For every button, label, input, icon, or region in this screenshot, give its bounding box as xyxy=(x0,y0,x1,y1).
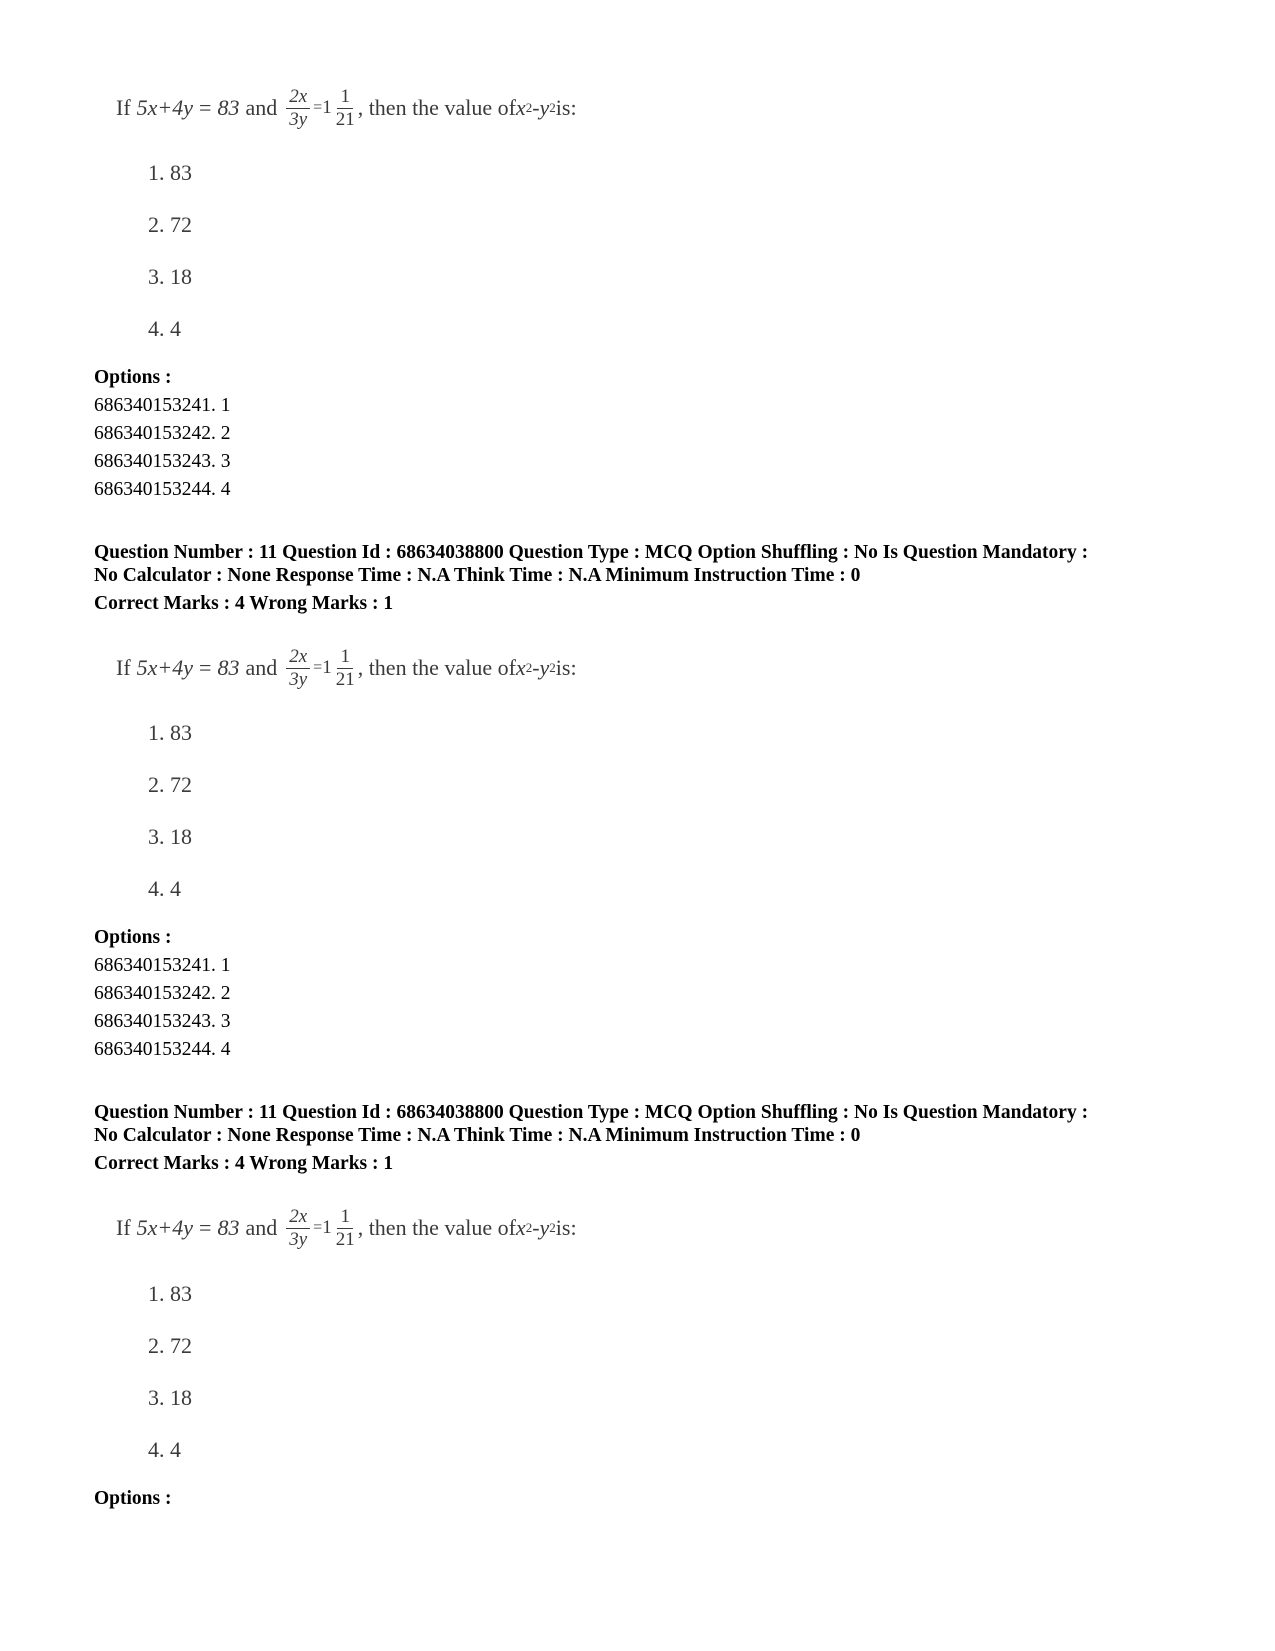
mixed-number: 1 $\frac{1}{21}$ xyxy=(322,1205,355,1250)
option-row: 686340153241. 1 xyxy=(94,955,231,976)
choice-item: 3. 18 xyxy=(148,1385,192,1410)
question-equation: If 5x+4y = 83 and $\frac{2x}{3y}$ = 1 $\frac{1}{21}$ , then the value of x 2 - y 2 is: xyxy=(116,85,577,130)
question-equation: If 5x+4y = 83 and $\frac{2x}{3y}$ = 1 $\frac{1}{21}$ , then the value of x 2 - y 2 is: xyxy=(116,1205,577,1250)
option-row: 686340153244. 4 xyxy=(94,1039,231,1060)
option-row: 686340153242. 2 xyxy=(94,423,231,444)
options-heading: Options : xyxy=(94,1488,172,1509)
choice-item: 3. 18 xyxy=(148,824,192,849)
question-meta-line2: No Calculator : None Response Time : N.A Think Time : N.A Minimum Instruction Time : 0 xyxy=(94,1125,861,1146)
option-row: 686340153241. 1 xyxy=(94,395,231,416)
options-heading: Options : xyxy=(94,927,172,948)
option-row: 686340153242. 2 xyxy=(94,983,231,1004)
choice-item: 4. 4 xyxy=(148,876,181,901)
option-row: 686340153243. 3 xyxy=(94,451,231,472)
question-equation: If 5x+4y = 83 and $\frac{2x}{3y}$ = 1 $\frac{1}{21}$ , then the value of x 2 - y 2 is: xyxy=(116,645,577,690)
mixed-number: 1 $\frac{1}{21}$ xyxy=(322,85,355,130)
choice-item: 3. 18 xyxy=(148,264,192,289)
option-row: 686340153244. 4 xyxy=(94,479,231,500)
options-heading: Options : xyxy=(94,367,172,388)
question-meta-line1: Question Number : 11 Question Id : 68634038800 Question Type : MCQ Option Shuffling : No Is Question Mandatory : xyxy=(94,1102,1089,1123)
choice-item: 2. 72 xyxy=(148,212,192,237)
fraction: $\frac{2x}{3y}$ xyxy=(286,1206,310,1251)
question-meta-line2: No Calculator : None Response Time : N.A Think Time : N.A Minimum Instruction Time : 0 xyxy=(94,565,861,586)
choice-item: 4. 4 xyxy=(148,1437,181,1462)
question-meta-line1: Question Number : 11 Question Id : 68634038800 Question Type : MCQ Option Shuffling : No Is Question Mandatory : xyxy=(94,542,1089,563)
question-marks: Correct Marks : 4 Wrong Marks : 1 xyxy=(94,593,394,614)
choice-item: 1. 83 xyxy=(148,1281,192,1306)
choice-item: 4. 4 xyxy=(148,316,181,341)
choice-item: 1. 83 xyxy=(148,160,192,185)
mixed-number: 1 $\frac{1}{21}$ xyxy=(322,645,355,690)
option-row: 686340153243. 3 xyxy=(94,1011,231,1032)
choice-item: 2. 72 xyxy=(148,1333,192,1358)
fraction: $\frac{2x}{3y}$ xyxy=(286,86,310,131)
question-marks: Correct Marks : 4 Wrong Marks : 1 xyxy=(94,1153,394,1174)
choice-item: 2. 72 xyxy=(148,772,192,797)
fraction: $\frac{2x}{3y}$ xyxy=(286,646,310,691)
choice-item: 1. 83 xyxy=(148,720,192,745)
